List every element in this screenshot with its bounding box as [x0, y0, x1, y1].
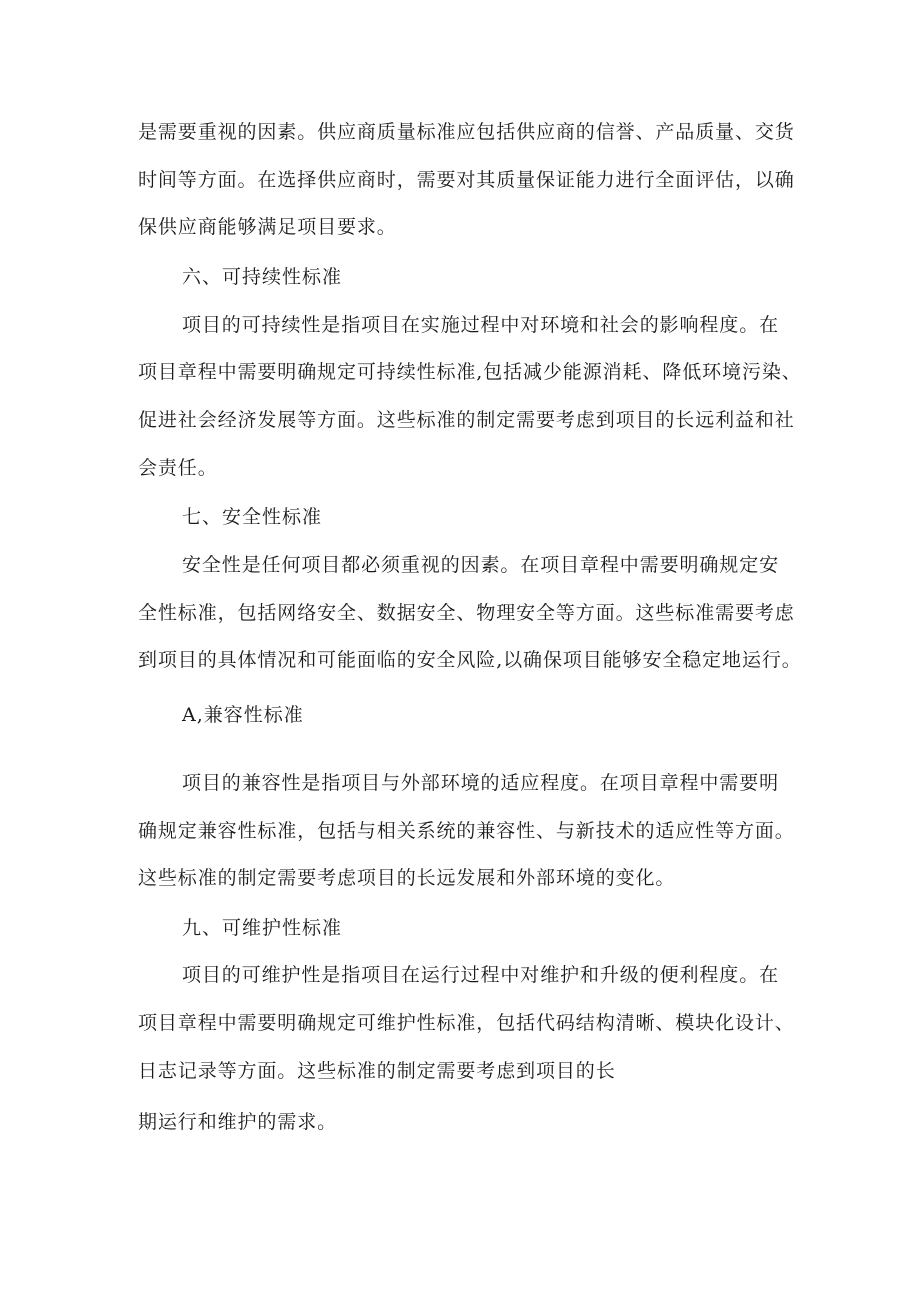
intro-line-3: 保供应商能够满足项目要求。 [138, 216, 397, 238]
compatibility-line-1: 项目的兼容性是指项目与外部环境的适应程度。在项目章程中需要明 [182, 772, 780, 794]
maintainability-line-2: 项目章程中需要明确规定可维护性标准，包括代码结构清晰、模块化设计、 [138, 1012, 795, 1034]
sustainability-line-3: 促进社会经济发展等方面。这些标准的制定需要考虑到项目的长远利益和社 [138, 409, 795, 431]
sustainability-line-4: 会责任。 [138, 457, 218, 479]
maintainability-line-4: 期运行和维护的需求。 [138, 1111, 338, 1133]
intro-line-2: 时间等方面。在选择供应商时，需要对其质量保证能力进行全面评估，以确 [138, 169, 795, 191]
sustainability-line-1: 项目的可持续性是指项目在实施过程中对环境和社会的影响程度。在 [182, 314, 780, 336]
section-heading-compatibility: A,兼容性标准 [182, 704, 304, 726]
safety-line-1: 安全性是任何项目都必须重视的因素。在项目章程中需要明确规定安 [182, 554, 780, 576]
maintainability-line-1: 项目的可维护性是指项目在运行过程中对维护和升级的便利程度。在 [182, 964, 780, 986]
safety-line-3: 到项目的具体情况和可能面临的安全风险,以确保项目能够安全稳定地运行。 [138, 649, 802, 671]
sustainability-line-2: 项目章程中需要明确规定可持续性标准,包括减少能源消耗、降低环境污染、 [138, 361, 802, 383]
section-heading-sustainability: 六、可持续性标准 [182, 266, 343, 288]
safety-line-2: 全性标准，包括网络安全、数据安全、物理安全等方面。这些标准需要考虑 [138, 602, 795, 624]
maintainability-line-3: 日志记录等方面。这些标准的制定需要考虑到项目的长 [138, 1060, 616, 1082]
intro-line-1: 是需要重视的因素。供应商质量标准应包括供应商的信誉、产品质量、交货 [138, 121, 795, 143]
compatibility-line-3: 这些标准的制定需要考虑项目的长远发展和外部环境的变化。 [138, 867, 676, 889]
section-heading-safety: 七、安全性标准 [182, 506, 323, 528]
section-heading-maintainability: 九、可维护性标准 [182, 917, 343, 939]
compatibility-line-2: 确规定兼容性标准，包括与相关系统的兼容性、与新技术的适应性等方面。 [138, 820, 795, 842]
